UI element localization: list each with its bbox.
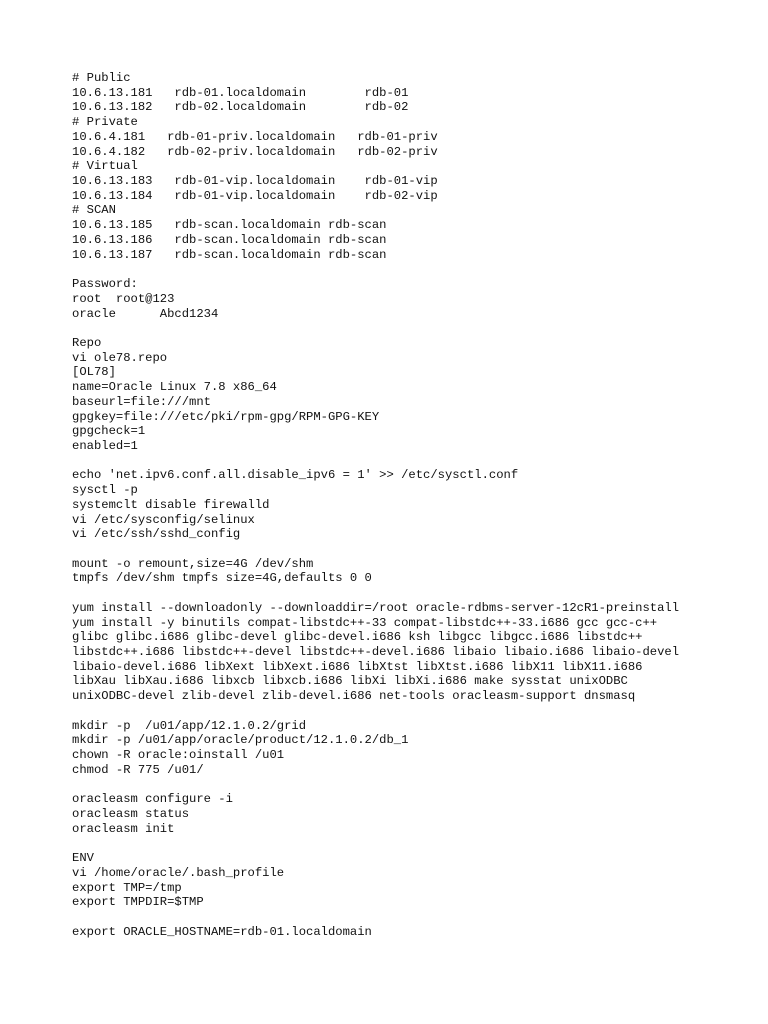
text-line: vi /etc/ssh/sshd_config (72, 527, 241, 542)
text-line: vi /home/oracle/.bash_profile (72, 865, 285, 880)
text-line: yum install -y binutils compat-libstdc++-33 compat-libstdc++-33.i686 gcc gcc-c++ (72, 615, 658, 630)
text-line: ENV (72, 851, 94, 866)
text-line: Repo (72, 335, 102, 350)
document-text (72, 71, 762, 939)
text-line: libXau libXau.i686 libxcb libxcb.i686 libXi libXi.i686 make sysstat unixODBC (72, 674, 628, 689)
text-line: Password: (72, 277, 138, 292)
text-line: mount -o remount,size=4G /dev/shm (72, 556, 314, 571)
text-line: # Private (72, 115, 138, 130)
text-line: baseurl=file:///mnt (72, 394, 211, 409)
text-line: echo 'net.ipv6.conf.all.disable_ipv6 = 1' >> /etc/sysctl.conf (72, 468, 519, 483)
text-line: 10.6.4.181 rdb-01-priv.localdomain rdb-01-priv (72, 129, 438, 144)
text-line: oracleasm status (72, 806, 190, 821)
text-line: libstdc++.i686 libstdc++-devel libstdc++-devel.i686 libaio libaio.i686 libaio-devel (72, 645, 680, 660)
text-line: # Public (72, 71, 131, 85)
text-line: tmpfs /dev/shm tmpfs size=4G,defaults 0 0 (72, 571, 372, 586)
text-line: 10.6.4.182 rdb-02-priv.localdomain rdb-02-priv (72, 144, 438, 159)
text-line: yum install --downloadonly --downloaddir=/root oracle-rdbms-server-12cR1-preinstall (72, 600, 680, 615)
text-line: export TMP=/tmp (72, 880, 182, 895)
blank-line (72, 542, 762, 557)
blank-line (72, 321, 762, 336)
text-line: mkdir -p /u01/app/12.1.0.2/grid (72, 718, 307, 733)
text-line: glibc glibc.i686 glibc-devel glibc-devel.i686 ksh libgcc libgcc.i686 libstdc++ (72, 630, 643, 645)
blank-line (72, 454, 762, 469)
text-line: [OL78] (72, 365, 116, 380)
text-line: # SCAN (72, 203, 116, 218)
text-line: export TMPDIR=$TMP (72, 895, 204, 910)
text-line: chown -R oracle:oinstall /u01 (72, 748, 285, 763)
blank-line (72, 262, 762, 277)
text-line: 10.6.13.183 rdb-01-vip.localdomain rdb-01-vip (72, 174, 438, 189)
blank-line (72, 586, 762, 601)
text-line: vi /etc/sysconfig/selinux (72, 512, 255, 527)
text-line: name=Oracle Linux 7.8 x86_64 (72, 380, 277, 395)
text-line: gpgkey=file:///etc/pki/rpm-gpg/RPM-GPG-KEY (72, 409, 380, 424)
blank-line (72, 910, 762, 925)
text-line: enabled=1 (72, 438, 138, 453)
text-line: # Virtual (72, 159, 138, 174)
blank-line (72, 778, 762, 793)
text-line: oracle Abcd1234 (72, 306, 219, 321)
text-line: libaio-devel.i686 libXext libXext.i686 libXtst libXtst.i686 libX11 libX11.i686 (72, 659, 643, 674)
text-line: vi ole78.repo (72, 350, 168, 365)
text-line: 10.6.13.184 rdb-01-vip.localdomain rdb-02-vip (72, 188, 438, 203)
text-line: unixODBC-devel zlib-devel zlib-devel.i686 net-tools oracleasm-support dnsmasq (72, 689, 636, 704)
text-line: 10.6.13.186 rdb-scan.localdomain rdb-scan (72, 232, 387, 247)
blank-line (72, 704, 762, 719)
text-line: oracleasm init (72, 821, 175, 836)
text-line: systemclt disable firewalld (72, 497, 270, 512)
text-line: 10.6.13.187 rdb-scan.localdomain rdb-scan (72, 247, 387, 262)
text-line: export ORACLE_HOSTNAME=rdb-01.localdomain (72, 924, 372, 939)
text-line: root root@123 (72, 291, 175, 306)
text-line: oracleasm configure -i (72, 792, 233, 807)
text-line: chmod -R 775 /u01/ (72, 762, 204, 777)
text-line: mkdir -p /u01/app/oracle/product/12.1.0.2/db_1 (72, 733, 409, 748)
text-line: 10.6.13.181 rdb-01.localdomain rdb-01 (72, 85, 409, 100)
text-line: 10.6.13.185 rdb-scan.localdomain rdb-scan (72, 218, 387, 233)
text-line: 10.6.13.182 rdb-02.localdomain rdb-02 (72, 100, 409, 115)
blank-line (72, 836, 762, 851)
text-line: gpgcheck=1 (72, 424, 146, 439)
text-line: sysctl -p (72, 483, 138, 498)
